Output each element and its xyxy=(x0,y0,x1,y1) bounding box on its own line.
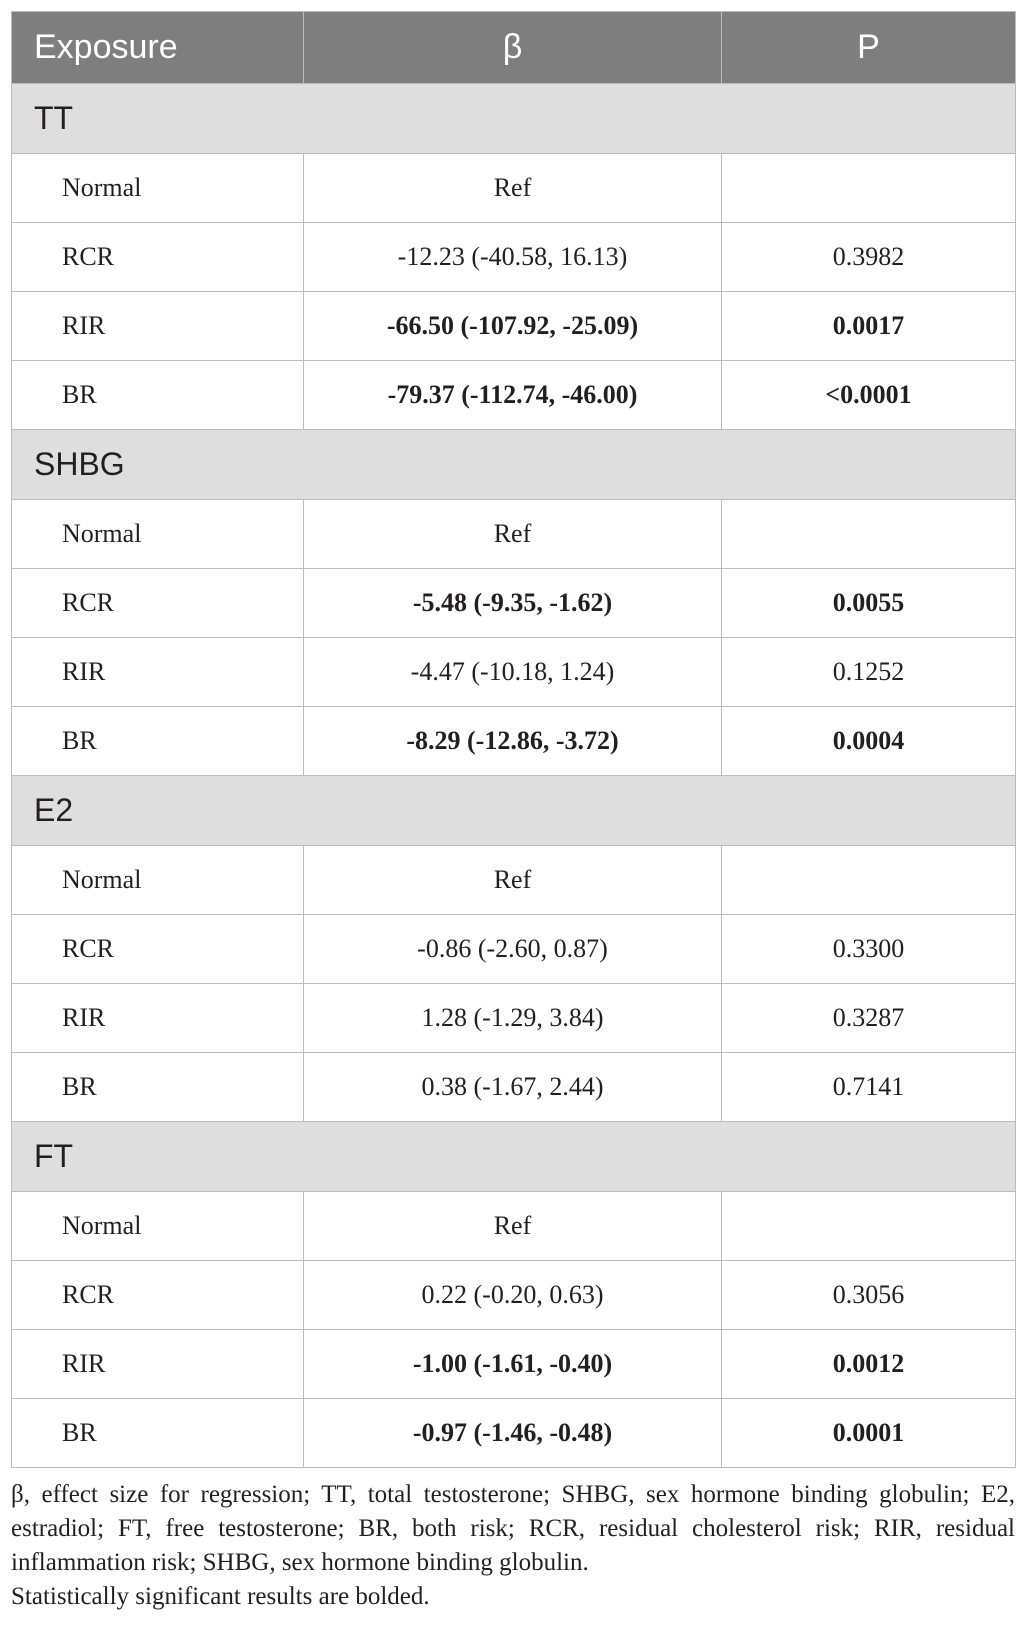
table-row xyxy=(12,1330,1016,1399)
table-row xyxy=(12,1053,1016,1122)
row-label: BR xyxy=(12,361,304,430)
table-row xyxy=(12,846,1016,915)
group-label: TT xyxy=(12,84,1016,154)
row-label: RIR xyxy=(12,1330,304,1399)
table-row xyxy=(12,361,1016,430)
table-row xyxy=(12,292,1016,361)
beta-value: -1.00 (-1.61, -0.40) xyxy=(304,1330,722,1399)
p-value: 0.0004 xyxy=(722,707,1016,776)
p-value: 0.3287 xyxy=(722,984,1016,1053)
p-value: <0.0001 xyxy=(722,361,1016,430)
row-label: Normal xyxy=(12,500,304,569)
beta-value: Ref xyxy=(304,1192,722,1261)
table-row xyxy=(12,1192,1016,1261)
p-value xyxy=(722,846,1016,915)
p-value: 0.3300 xyxy=(722,915,1016,984)
p-value: 0.0017 xyxy=(722,292,1016,361)
row-label: RCR xyxy=(12,915,304,984)
p-value: 0.0055 xyxy=(722,569,1016,638)
group-row-shbg xyxy=(12,430,1016,500)
group-row-ft xyxy=(12,1122,1016,1192)
beta-value: -8.29 (-12.86, -3.72) xyxy=(304,707,722,776)
header-p: P xyxy=(722,12,1016,84)
table-header xyxy=(12,12,1016,84)
row-label: RIR xyxy=(12,638,304,707)
results-table-container xyxy=(11,11,1015,1614)
row-label: RIR xyxy=(12,984,304,1053)
table-body xyxy=(12,84,1016,1468)
p-value: 0.0012 xyxy=(722,1330,1016,1399)
row-label: Normal xyxy=(12,154,304,223)
row-label: BR xyxy=(12,707,304,776)
table-row xyxy=(12,915,1016,984)
table-row xyxy=(12,154,1016,223)
beta-value: 1.28 (-1.29, 3.84) xyxy=(304,984,722,1053)
regression-results-table xyxy=(11,11,1016,1468)
table-footnote xyxy=(11,1478,1015,1614)
beta-value: -4.47 (-10.18, 1.24) xyxy=(304,638,722,707)
group-row-e2 xyxy=(12,776,1016,846)
beta-value: Ref xyxy=(304,154,722,223)
row-label: Normal xyxy=(12,846,304,915)
table-row xyxy=(12,223,1016,292)
group-row-tt xyxy=(12,84,1016,154)
beta-value: -0.86 (-2.60, 0.87) xyxy=(304,915,722,984)
row-label: Normal xyxy=(12,1192,304,1261)
beta-value: 0.38 (-1.67, 2.44) xyxy=(304,1053,722,1122)
beta-value: -12.23 (-40.58, 16.13) xyxy=(304,223,722,292)
beta-value: 0.22 (-0.20, 0.63) xyxy=(304,1261,722,1330)
table-row xyxy=(12,500,1016,569)
table-row xyxy=(12,1399,1016,1468)
beta-value: Ref xyxy=(304,500,722,569)
group-label: SHBG xyxy=(12,430,1016,500)
beta-value: -79.37 (-112.74, -46.00) xyxy=(304,361,722,430)
beta-value: -0.97 (-1.46, -0.48) xyxy=(304,1399,722,1468)
header-beta: β xyxy=(304,12,722,84)
beta-value: Ref xyxy=(304,846,722,915)
header-exposure: Exposure xyxy=(12,12,304,84)
p-value: 0.1252 xyxy=(722,638,1016,707)
p-value: 0.0001 xyxy=(722,1399,1016,1468)
p-value: 0.7141 xyxy=(722,1053,1016,1122)
p-value xyxy=(722,154,1016,223)
table-row xyxy=(12,1261,1016,1330)
p-value: 0.3982 xyxy=(722,223,1016,292)
p-value: 0.3056 xyxy=(722,1261,1016,1330)
p-value xyxy=(722,1192,1016,1261)
row-label: BR xyxy=(12,1053,304,1122)
header-row xyxy=(12,12,1016,84)
group-label: E2 xyxy=(12,776,1016,846)
p-value xyxy=(722,500,1016,569)
group-label: FT xyxy=(12,1122,1016,1192)
row-label: RCR xyxy=(12,569,304,638)
beta-value: -5.48 (-9.35, -1.62) xyxy=(304,569,722,638)
footnote-abbreviations: β, effect size for regression; TT, total testosterone; SHBG, sex hormone binding globulin; E2, estradiol; FT, free testosterone; BR, both risk; RCR, residual cholesterol risk; RIR, residual inflammation risk; SHBG, sex hormone binding globulin. xyxy=(11,1481,1015,1576)
row-label: RIR xyxy=(12,292,304,361)
table-row xyxy=(12,569,1016,638)
table-row xyxy=(12,984,1016,1053)
row-label: BR xyxy=(12,1399,304,1468)
row-label: RCR xyxy=(12,223,304,292)
table-row xyxy=(12,638,1016,707)
beta-value: -66.50 (-107.92, -25.09) xyxy=(304,292,722,361)
table-row xyxy=(12,707,1016,776)
footnote-note: Statistically significant results are bolded. xyxy=(11,1583,430,1610)
row-label: RCR xyxy=(12,1261,304,1330)
